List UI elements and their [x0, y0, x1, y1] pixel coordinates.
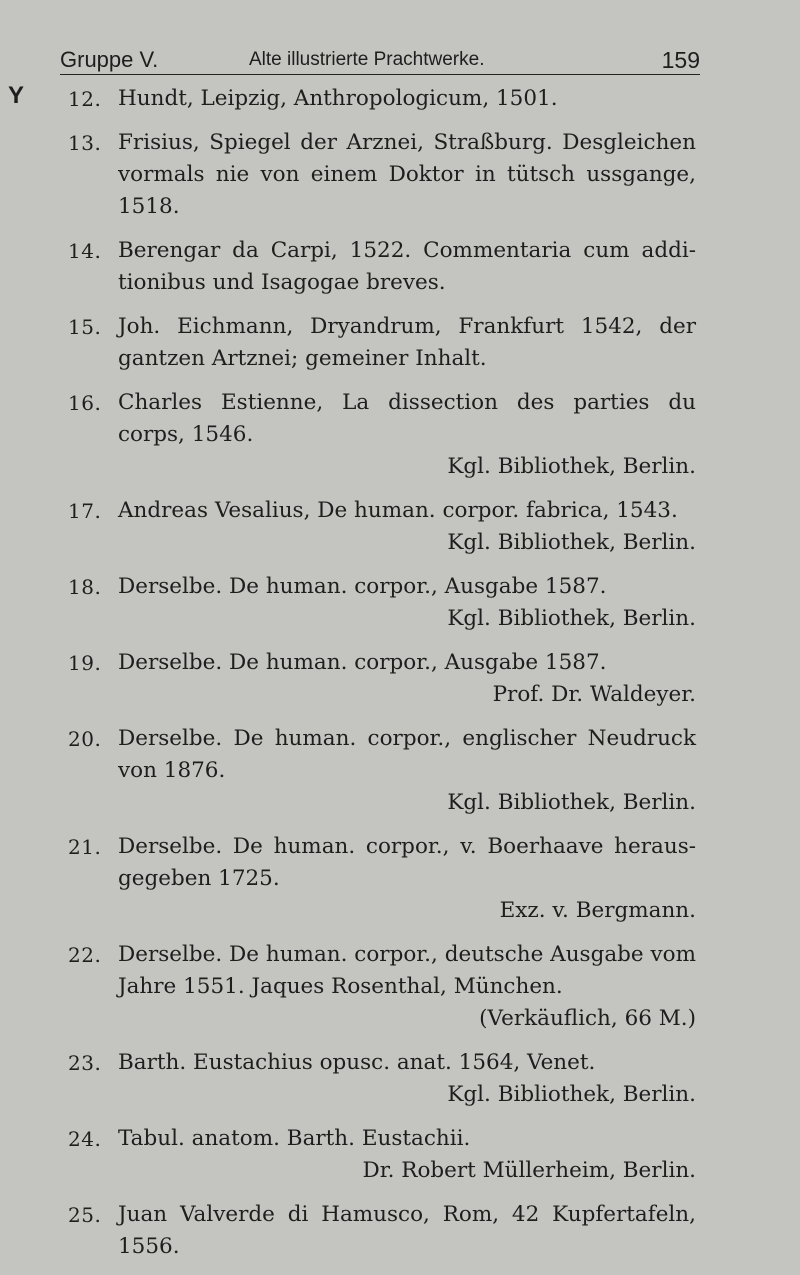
entry-number: 25.: [68, 1203, 102, 1227]
entry-text: Berengar da Carpi, 1522. Commentaria cum addi- tionibus und Isagogae breves.: [118, 238, 696, 295]
entry-location: Prof. Dr. Waldeyer.: [492, 682, 696, 707]
entry-text: Andreas Vesalius, De human. corpor. fabrica, 1543. Kgl. Bibliothek, Berlin.: [118, 495, 696, 559]
entry-number: 17.: [68, 499, 102, 523]
catalog-entry: [0, 127, 800, 223]
entry-text: Barth. Eustachius opusc. anat. 1564, Venet. Kgl. Bibliothek, Berlin.: [118, 1047, 696, 1111]
catalog-list: [0, 83, 800, 1275]
catalog-entry: [0, 647, 800, 711]
entry-text: Derselbe. De human. corpor., Ausgabe 1587. Prof. Dr. Waldeyer.: [118, 647, 696, 711]
catalog-entry: [0, 723, 800, 819]
entry-text: Hundt, Leipzig, Anthropologicum, 1501.: [118, 86, 558, 111]
entry-text: Tabul. anatom. Barth. Eustachii. Dr. Robert Müllerheim, Berlin.: [118, 1123, 696, 1187]
entry-text: Derselbe. De human. corpor., v. Boerhaave heraus- gegeben 1725. Exz. v. Bergmann.: [118, 831, 696, 927]
catalog-entry: [0, 235, 800, 299]
entry-number: 22.: [68, 943, 102, 967]
entry-location: Kgl. Bibliothek, Berlin.: [447, 530, 696, 555]
entry-number: 21.: [68, 835, 102, 859]
entry-text: Derselbe. De human. corpor., Ausgabe 1587. Kgl. Bibliothek, Berlin.: [118, 571, 696, 635]
entry-number: 19.: [68, 651, 102, 675]
entry-number: 15.: [68, 315, 102, 339]
margin-mark: Y: [8, 82, 25, 109]
entry-text: Charles Estienne, La dissection des parties du corps, 1546. Kgl. Bibliothek, Berlin.: [118, 387, 696, 483]
entry-number: 18.: [68, 575, 102, 599]
entry-location: Kgl. Bibliothek, Berlin.: [447, 606, 696, 631]
catalog-entry: [0, 387, 800, 483]
page-number: 159: [661, 47, 700, 73]
entry-text: Derselbe. De human. corpor., englischer Neudruck von 1876. Kgl. Bibliothek, Berlin.: [118, 723, 696, 819]
entry-text: Derselbe. De human. corpor., deutsche Ausgabe vom Jahre 1551. Jaques Rosenthal, München. (Verkäuflich, 66 M.): [118, 939, 696, 1035]
header-group: Gruppe V.: [60, 47, 159, 72]
entry-text: Joh. Eichmann, Dryandrum, Frankfurt 1542, der gantzen Artznei; gemeiner Inhalt.: [118, 314, 696, 371]
running-header: [60, 46, 700, 75]
catalog-entry: [0, 831, 800, 927]
entry-number: 24.: [68, 1127, 102, 1151]
catalog-entry: [0, 83, 800, 115]
entry-location: Kgl. Bibliothek, Berlin.: [447, 790, 696, 815]
entry-location: Dr. Robert Müllerheim, Berlin.: [362, 1158, 696, 1183]
catalog-entry: [0, 939, 800, 1035]
catalog-entry: [0, 311, 800, 375]
catalog-entry: [0, 1047, 800, 1111]
entry-number: 14.: [68, 239, 102, 263]
header-title: Alte illustrierte Prachtwerke.: [249, 49, 485, 70]
entry-text: Frisius, Spiegel der Arznei, Straßburg. Desgleichen vormals nie von einem Doktor in tütsch ussgange, 1518.: [118, 130, 696, 219]
entry-number: 20.: [68, 727, 102, 751]
entry-location: Kgl. Bibliothek, Berlin.: [447, 454, 696, 479]
entry-number: 16.: [68, 391, 102, 415]
entry-text: Juan Valverde di Hamusco, Rom, 42 Kupfertafeln, 1556.: [118, 1202, 696, 1259]
entry-location: Exz. v. Bergmann.: [499, 898, 696, 923]
entry-number: 23.: [68, 1051, 102, 1075]
entry-location: (Verkäuflich, 66 M.): [479, 1006, 696, 1031]
catalog-entry: [0, 495, 800, 559]
entry-location: Kgl. Bibliothek, Berlin.: [447, 1082, 696, 1107]
catalog-entry: [0, 1123, 800, 1187]
entry-number: 13.: [68, 131, 102, 155]
catalog-entry: [0, 571, 800, 635]
entry-number: 12.: [68, 87, 102, 111]
catalog-entry: [0, 1199, 800, 1263]
